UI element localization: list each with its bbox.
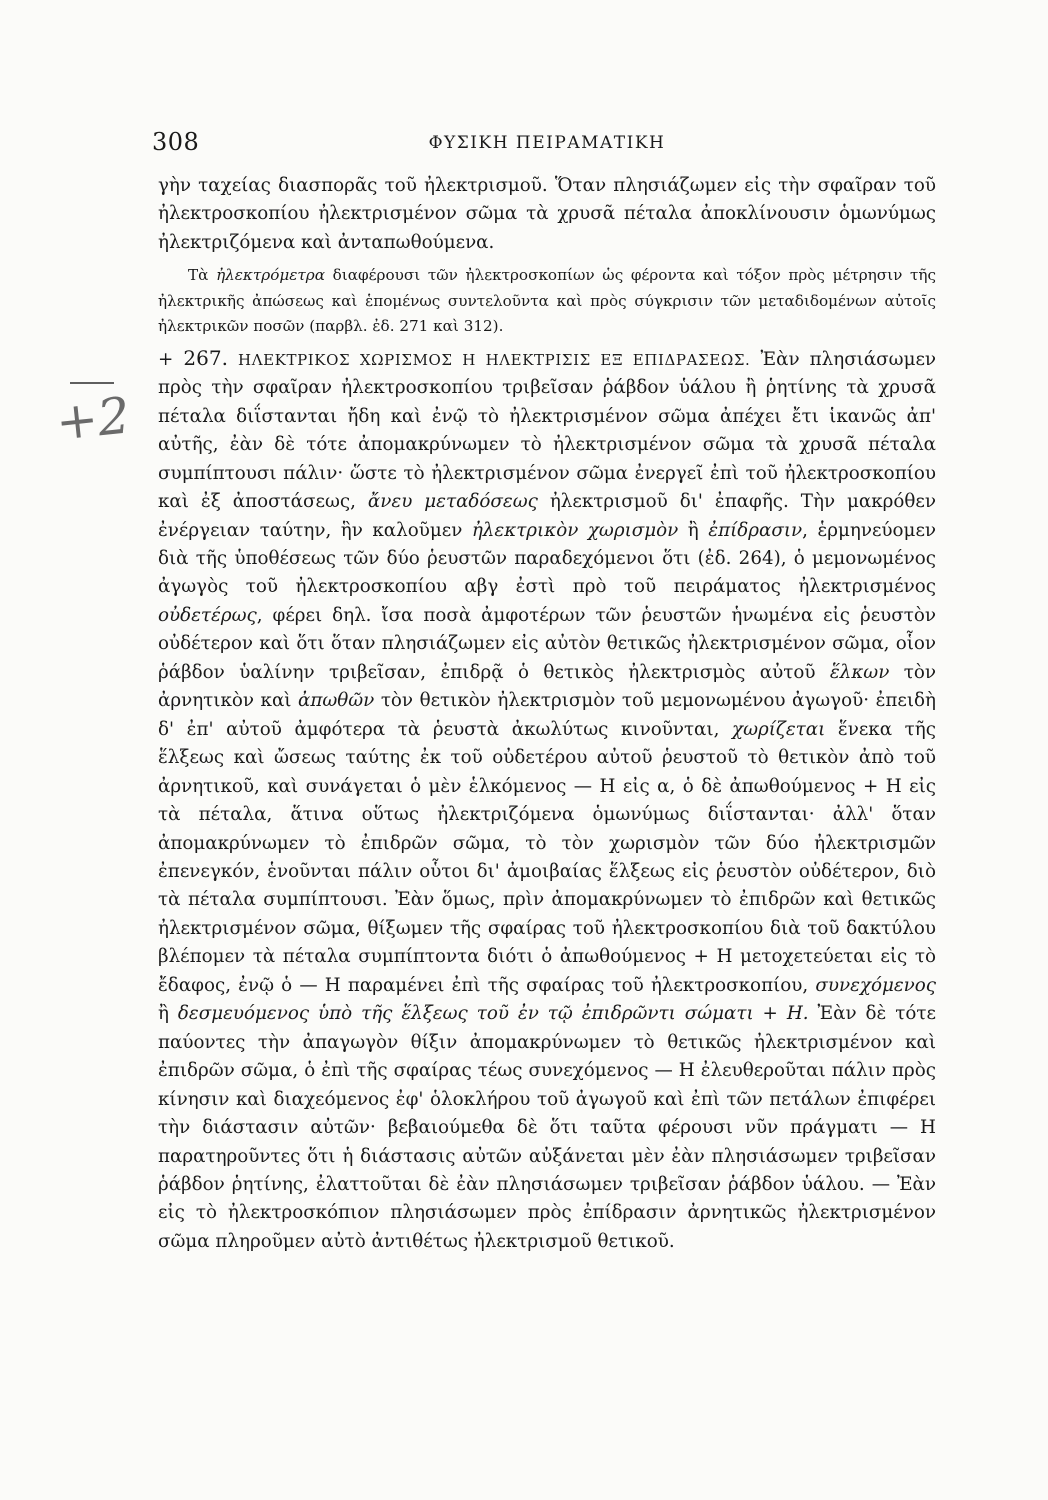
section-marker: + (158, 348, 174, 370)
margin-stroke (70, 382, 114, 384)
footnote-paragraph (158, 263, 936, 340)
section-italic-9: δεσμευόμενος ὑπὸ τῆς ἕλξεως τοῦ ἐν τῷ ἐπιδρῶντι σώματι + Η. (177, 1003, 809, 1025)
section-italic-4: οὐδετέρως (158, 604, 257, 626)
section-text-7: τὸν θετικὸν ἠλεκτρισμὸν τοῦ μεμονωμένου ἀγωγοῦ· ἐπειδὴ δ' ἐπ' αὐτοῦ ἀμφότερα τὰ ῥευστὰ ἀκωλύτως κινοῦνται, (158, 690, 936, 740)
section-text-4: , ἑρμηνεύομεν διὰ τῆς ὑποθέσεως τῶν δύο ῥευστῶν παραδεχόμενοι ὅτι (ἐδ. 264), ὁ μεμονωμένος ἀγωγὸς τοῦ ἠλεκτροσκοπίου αβγ ἐστὶ πρὸ τοῦ πειράματος ἠλεκτρισμένος (158, 519, 937, 598)
section-italic-2: ἠλεκτρικὸν χωρισμὸν (471, 519, 679, 541)
section-text-9: ἢ (158, 1003, 169, 1025)
opening-paragraph: γὴν ταχείας διασπορᾶς τοῦ ἠλεκτρισμοῦ. Ὅταν πλησιάζωμεν εἰς τὴν σφαῖραν τοῦ ἠλεκτροσκοπίου ἠλεκτρισμένον σῶμα τὰ χρυσᾶ πέταλα ἀποκλίνουσιν ὁμωνύμως ἠλεκτριζόμενα καὶ ἀνταπωθούμενα. (158, 175, 936, 253)
section-267-paragraph (158, 344, 936, 1257)
note-rest: διαφέρουσι τῶν ἠλεκτροσκοπίων ὡς φέροντα καὶ τόξον πρὸς μέτρησιν τῆς ἠλεκτρικῆς ἀπώσεως καὶ ἑπομένως συντελοῦντα καὶ πρὸς σύγκρισιν τῶν μεταδιδομένων αὐτοῖς ἠλεκτρικῶν ποσῶν (παρβλ. ἐδ. 271 καὶ 312). (158, 266, 936, 336)
section-text-3: ἢ (687, 519, 699, 541)
page-number: 308 (152, 128, 200, 156)
section-text-2: ἠλεκτρισμοῦ δι' ἐπαφῆς. Τὴν μακρόθεν ἐνέργειαν ταύτην, ἣν καλοῦμεν (158, 491, 937, 541)
section-text-6: τὸν ἀρνητικὸν καὶ (158, 661, 936, 712)
running-title: ΦΥΣΙΚΗ ΠΕΙΡΑΜΑΤΙΚΗ (428, 133, 666, 153)
section-italic-7: χωρίζεται (732, 718, 826, 740)
handwritten-margin-note (48, 372, 143, 472)
section-number: 267. (183, 345, 228, 370)
section-title: ΗΛΕΚΤΡΙΚΟΣ ΧΩΡΙΣΜΟΣ Η ΗΛΕΚΤΡΙΣΙΣ ΕΞ ΕΠΙΔΡΑΣΕΩΣ. (238, 350, 751, 369)
section-italic-3: ἐπίδρασιν (708, 519, 803, 541)
note-term: ἠλεκτρόμετρα (216, 266, 325, 285)
page-header (152, 128, 942, 168)
body-text (158, 172, 936, 1256)
section-text-5: , φέρει δηλ. ἴσα ποσὰ ἀμφοτέρων τῶν ῥευστῶν ἡνωμένα εἰς ῥευστὸν οὐδέτερον καὶ ὅτι ὅταν πλησιάζωμεν εἰς αὐτὸν θετικῶς ἠλεκτρισμένον σῶμα, οἷον ῥάβδον ὑαλίνην τριβεῖσαν, ἐπιδρᾷ ὁ θετικὸς ἠλεκτρισμὸς αὐτοῦ (158, 604, 936, 683)
margin-note-text: +2 (53, 386, 133, 452)
note-lead: Τὰ (188, 266, 217, 285)
section-italic-6: ἀπωθῶν (297, 690, 375, 712)
section-text-8: ἕνεκα τῆς ἕλξεως καὶ ὤσεως ταύτης ἐκ τοῦ οὐδετέρου αὐτοῦ ῥευστοῦ τὸ θετικὸν ἀπὸ τοῦ ἀρνητικοῦ, καὶ συνάγεται ὁ μὲν ἑλκόμενος — Η εἰς α, ὁ δὲ ἀπωθούμενος + Η εἰς τὰ πέταλα, ἅτινα οὕτως ἠλεκτριζόμενα ὁμωνύμως διΐστανται· ἀλλ' ὅταν ἀπομακρύνωμεν τὸ ἐπιδρῶν σῶμα, τὸ τὸν χωρισμὸν τῶν δύο ἠλεκτρισμῶν ἐπενεγκόν, ἑνοῦνται πάλιν οὗτοι δι' ἀμοιβαίας ἕλξεως εἰς ῥευστὸν οὐδέτερον, διὸ τὰ πέταλα συμπίπτουσι. Ἐὰν ὅμως, πρὶν ἀπομακρύνωμεν τὸ ἐπιδρῶν καὶ θετικῶς ἠλεκτρισμένον σῶμα, θίξωμεν τῆς σφαίρας τοῦ ἠλεκτροσκοπίου διὰ τοῦ δακτύλου βλέπομεν τὰ πέταλα συμπίπτοντα διότι ὁ ἀπωθούμενος + Η μετοχετεύεται εἰς τὸ ἔδαφος, ἐνῷ ὁ — Η παραμένει ἐπὶ τῆς σφαίρας τοῦ ἠλεκτροσκοπίου, (158, 718, 936, 996)
section-text-1: Ἐὰν πλησιάσωμεν πρὸς τὴν σφαῖραν ἠλεκτροσκοπίου τριβεῖσαν ῥάβδον ὑάλου ἢ ῥητίνης τὰ χρυσᾶ πέταλα διΐστανται ἤδη καὶ ἐνῷ τὸ ἠλεκτρισμένον σῶμα ἀπέχει ἔτι ἱκανῶς ἀπ' αὐτῆς, ἐὰν δὲ τότε ἀπομακρύνωμεν τὸ ἠλεκτρισμένον σῶμα τὰ χρυσᾶ πέταλα συμπίπτουσι πάλιν· ὥστε τὸ ἠλεκτρισμένον σῶμα ἐνεργεῖ ἐπὶ τοῦ ἠλεκτροσκοπίου καὶ ἐξ ἀποστάσεως, (158, 348, 937, 513)
section-italic-8: συνεχόμενος (815, 974, 937, 996)
section-italic-1: ἄνευ μεταδόσεως (367, 491, 538, 513)
section-text-10: Ἐὰν δὲ τότε παύοντες τὴν ἀπαγωγὸν θίξιν ἀπομακρύνωμεν τὸ θετικῶς ἠλεκτρισμένον καὶ ἐπιδρῶν σῶμα, ὁ ἐπὶ τῆς σφαίρας τέως συνεχόμενος — Η ἐλευθεροῦται πάλιν πρὸς κίνησιν καὶ διαχεόμενος ἐφ' ὁλοκλήρου τοῦ ἀγωγοῦ καὶ ἐπὶ τῶν πετάλων ἐπιφέρει τὴν διάστασιν αὐτῶν· βεβαιούμεθα δὲ ὅτι ταῦτα φέρουσι νῦν πράγματι — Η παρατηροῦντες ὅτι ἡ διάστασις αὐτῶν αὐξάνεται μὲν ἐὰν πλησιάσωμεν τριβεῖσαν ῥάβδον ῥητίνης, ἐλαττοῦται δὲ ἐὰν πλησιάσωμεν τριβεῖσαν ῥάβδον ὑάλου. — Ἐὰν εἰς τὸ ἠλεκτροσκόπιον πλησιάσωμεν πρὸς ἐπίδρασιν ἀρνητικῶς ἠλεκτρισμένον σῶμα πληροῦμεν αὐτὸ ἀντιθέτως ἠλεκτρισμοῦ θετικοῦ. (158, 1003, 936, 1252)
section-italic-5: ἕλκων (829, 661, 890, 683)
